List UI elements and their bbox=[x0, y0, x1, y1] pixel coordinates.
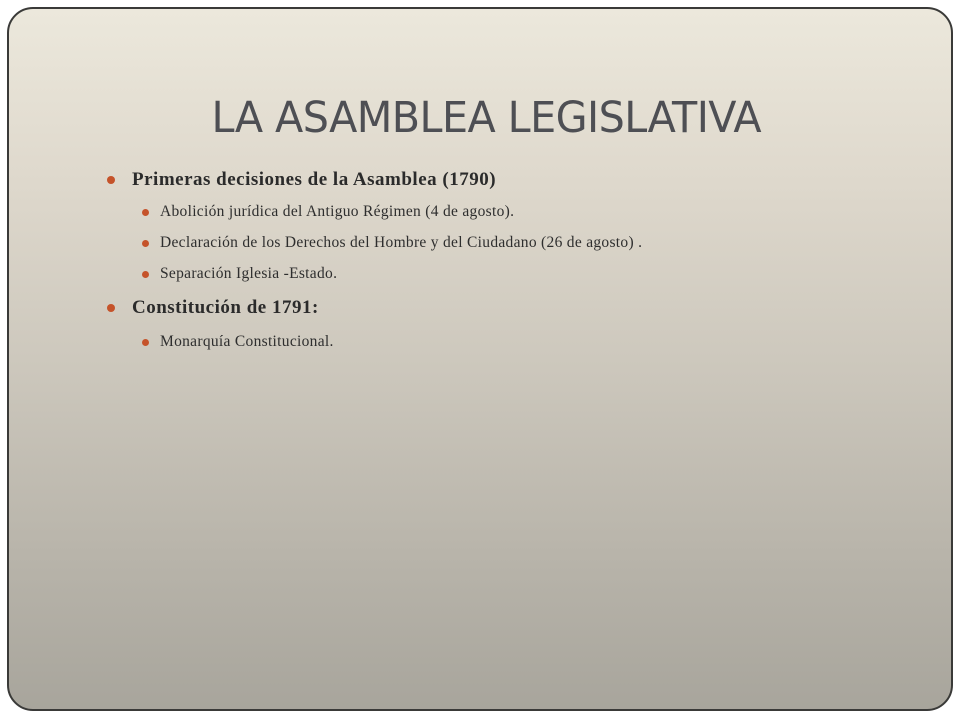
bullet-dot-icon bbox=[107, 304, 115, 312]
slide bbox=[7, 7, 953, 711]
bullet-dot-icon bbox=[142, 271, 149, 278]
bullet-level2-item bbox=[142, 234, 642, 252]
bullet-level1-item bbox=[107, 297, 319, 319]
bullet-list bbox=[9, 9, 951, 709]
bullet-dot-icon bbox=[142, 209, 149, 216]
bullet-text: Separación Iglesia -Estado. bbox=[160, 265, 338, 282]
slide-title-text: LA ASAMBLEA LEGISLATIVA bbox=[211, 93, 761, 143]
bullet-level2-item bbox=[142, 265, 337, 283]
bullet-dot-icon bbox=[107, 176, 115, 184]
bullet-heading: Constitución de 1791: bbox=[132, 297, 319, 318]
bullet-level2-item bbox=[142, 333, 334, 351]
bullet-text: Abolición jurídica del Antiguo Régimen (4 de agosto). bbox=[160, 203, 515, 220]
bullet-text: Declaración de los Derechos del Hombre y del Ciudadano (26 de agosto) . bbox=[160, 234, 643, 251]
bullet-level2-item bbox=[142, 203, 514, 221]
bullet-level1-item bbox=[107, 169, 496, 191]
bullet-dot-icon bbox=[142, 339, 149, 346]
bullet-dot-icon bbox=[142, 240, 149, 247]
bullet-heading: Primeras decisiones de la Asamblea (1790) bbox=[132, 169, 497, 190]
bullet-text: Monarquía Constitucional. bbox=[160, 333, 334, 350]
